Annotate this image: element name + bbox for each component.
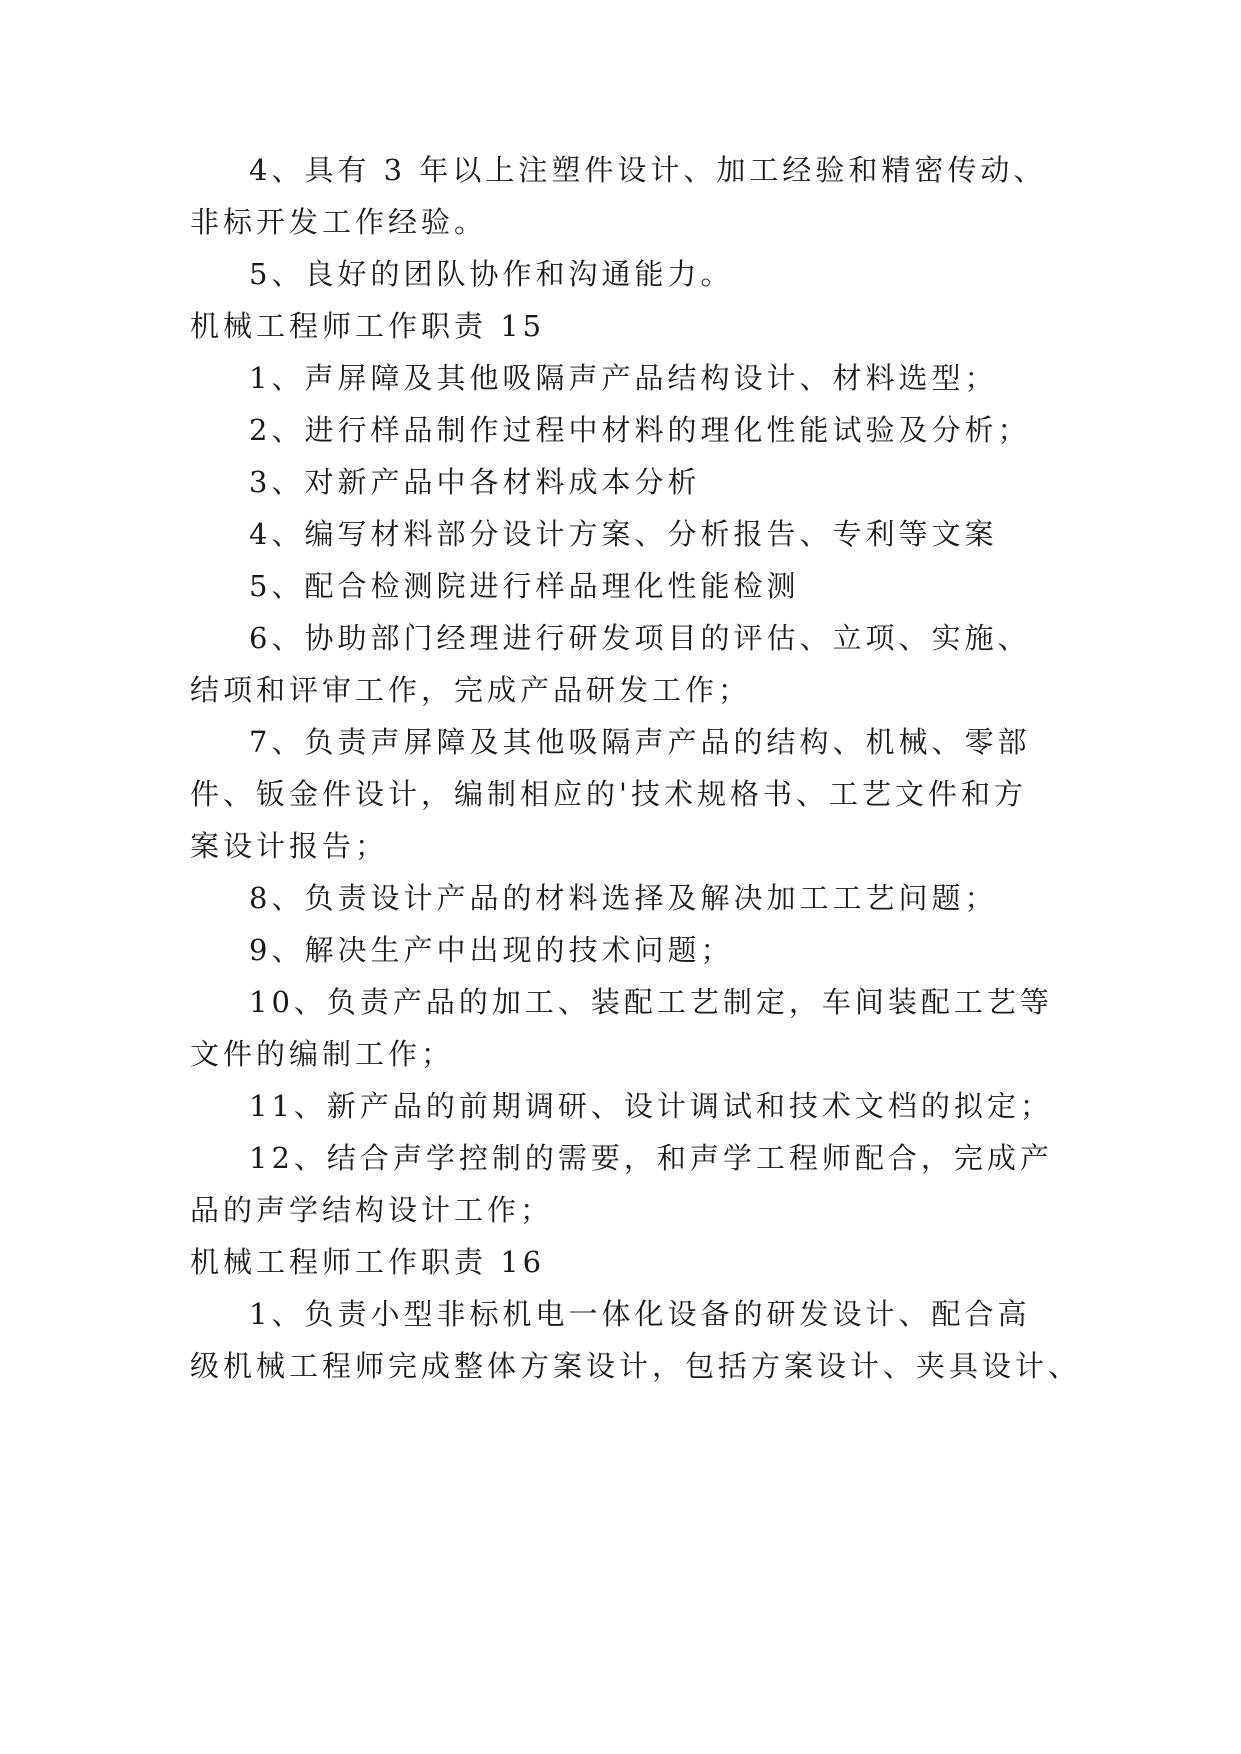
text-line-7: 3、对新产品中各材料成本分析 <box>249 465 701 499</box>
text-line-11: 结项和评审工作，完成产品研发工作； <box>190 673 752 707</box>
text-line-17: 10、负责产品的加工、装配工艺制定，车间装配工艺等 <box>249 985 1053 1019</box>
text-line-19: 11、新产品的前期调研、设计调试和技术文档的拟定； <box>249 1089 1053 1123</box>
text-line-18: 文件的编制工作； <box>190 1037 455 1071</box>
text-line-20: 12、结合声学控制的需要，和声学工程师配合，完成产 <box>249 1141 1053 1175</box>
text-line-23: 1、负责小型非标机电一体化设备的研发设计、配合高 <box>249 1297 1031 1331</box>
text-line-15: 8、负责设计产品的材料选择及解决加工工艺问题； <box>249 881 998 915</box>
text-line-5: 1、声屏障及其他吸隔声产品结构设计、材料选型； <box>249 361 998 395</box>
text-line-10: 6、协助部门经理进行研发项目的评估、立项、实施、 <box>249 621 1031 655</box>
section-heading-15: 机械工程师工作职责 15 <box>190 309 546 343</box>
text-line-3: 5、良好的团队协作和沟通能力。 <box>249 257 734 291</box>
text-line-12: 7、负责声屏障及其他吸隔声产品的结构、机械、零部 <box>249 725 1031 759</box>
text-line-14: 案设计报告； <box>190 829 389 863</box>
text-line-6: 2、进行样品制作过程中材料的理化性能试验及分析； <box>249 413 1031 447</box>
text-line-16: 9、解决生产中出现的技术问题； <box>249 933 734 967</box>
text-line-1: 4、具有 3 年以上注塑件设计、加工经验和精密传动、 <box>249 153 1047 187</box>
section-heading-16: 机械工程师工作职责 16 <box>190 1245 546 1279</box>
text-line-13: 件、钣金件设计，编制相应的'技术规格书、工艺文件和方 <box>190 777 1027 811</box>
text-line-8: 4、编写材料部分设计方案、分析报告、专利等文案 <box>249 517 998 551</box>
text-line-2: 非标开发工作经验。 <box>190 205 488 239</box>
text-line-24: 级机械工程师完成整体方案设计，包括方案设计、夹具设计、 <box>190 1349 1082 1383</box>
text-line-9: 5、配合检测院进行样品理化性能检测 <box>249 569 800 603</box>
text-line-21: 品的声学结构设计工作； <box>190 1193 554 1227</box>
